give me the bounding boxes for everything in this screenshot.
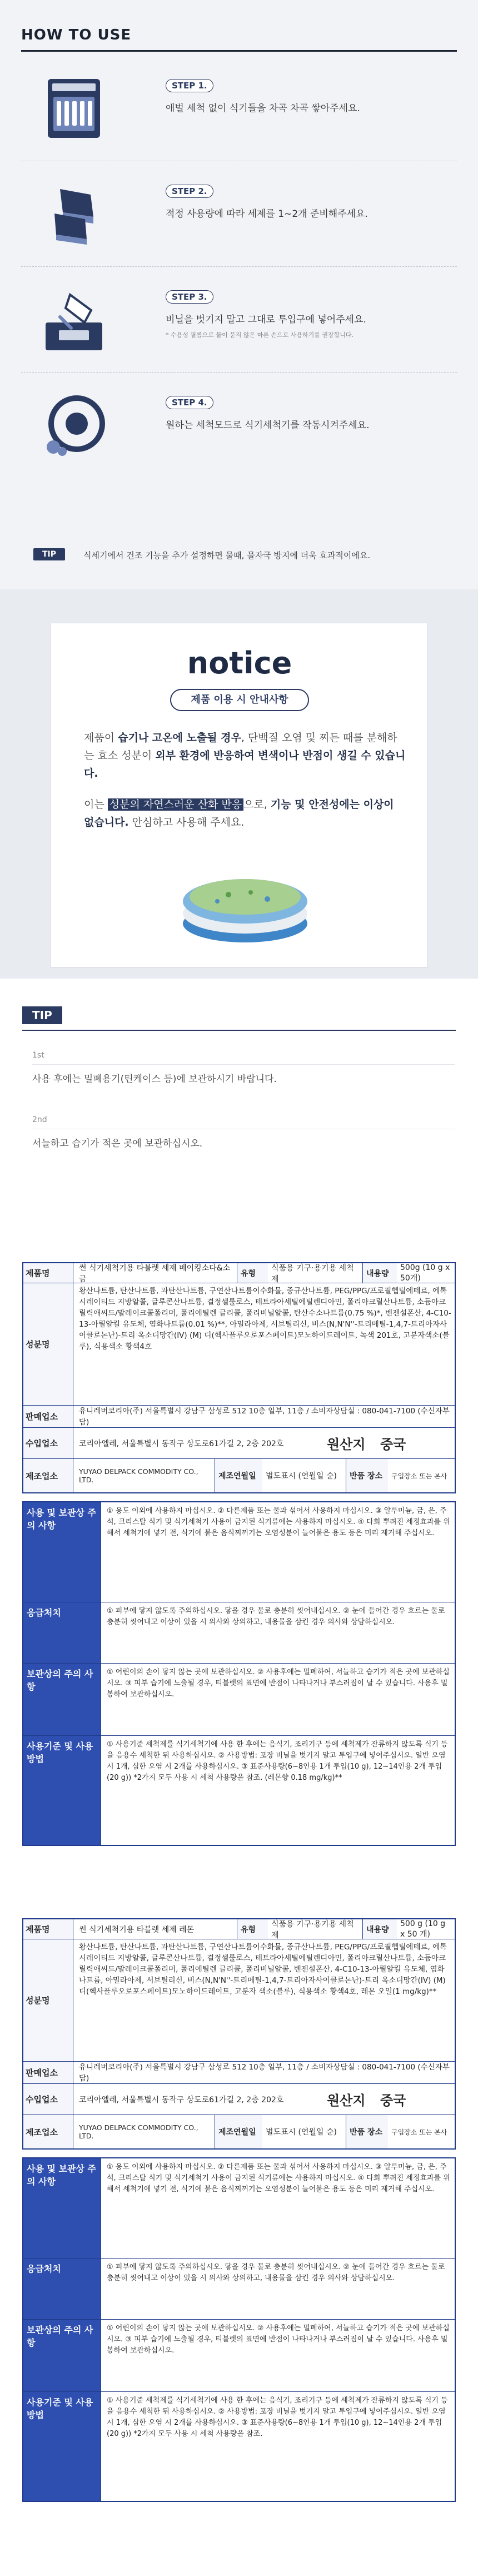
info-block bbox=[22, 1262, 456, 1493]
origin-label: 원산지 bbox=[327, 2093, 366, 2108]
standard-value: ① 사용기준 세척제를 식기세척기에 사용 한 후에는 음식기, 조리기구 등에 세척제가 잔류하지 않도록 식기 등을 음용수 세척한 뒤 사용하십시오. ② 사용방법: 포장 비닐을 벗기지 말고 투입구에 넣어주십시오. 일반 오염 시 1개, 심한 오염 시 2개를 사용하십시오. ③ 표준사용량(6~8인용 1개 투입(10 g), 12~14인용 2개 투입(20 g)) *2가지 모두 사용 시 세척 사용량을 참조. (레몬향 0.18 mg/kg)** bbox=[107, 1740, 448, 1782]
storage-label: 반품 장소 bbox=[346, 2115, 388, 2148]
caution-head: 사용 및 보관상 주의 사항 bbox=[23, 1502, 101, 1602]
tip-rule bbox=[22, 1030, 456, 1031]
date-value: 별도표시 (연월일 순) bbox=[266, 1472, 337, 1481]
standard-value: ① 사용기준 세척제를 식기세척기에 사용 한 후에는 음식기, 조리기구 등에 세척제가 잔류하지 않도록 식기 등을 음용수 세척한 뒤 사용하십시오. ② 사용방법: 포장 비닐을 벗기지 말고 투입구에 넣어주십시오. 일반 오염 시 1개, 심한 오염 시 2개를 사용하십시오. ③ 표준사용량(6~8인용 1개 투입(10 g), 12~14인용 2개 투입(20 g)) *2가지 모두 사용 시 세척 사용량을 참조. bbox=[107, 2396, 448, 2438]
hand-insert-icon bbox=[38, 284, 110, 356]
capacity-label: 내용량 bbox=[362, 1263, 397, 1283]
notice-pill: 제품 이용 시 안내사항 bbox=[170, 689, 309, 711]
label-table-2 bbox=[22, 1907, 456, 2524]
importer-value: 코리아엘레, 서울특별시 동작구 상도로61가길 2, 2층 202호 bbox=[79, 1439, 284, 1448]
step-4-text: 원하는 세척모드로 식기세척기를 작동시켜주세요. bbox=[166, 420, 370, 431]
row-ingredients bbox=[23, 1939, 455, 2062]
tablet-photo bbox=[178, 862, 312, 946]
row-first-aid bbox=[23, 1602, 455, 1664]
row-product bbox=[23, 1263, 455, 1283]
capacity-label: 내용량 bbox=[362, 1919, 397, 1939]
tip-line-1 bbox=[32, 1064, 455, 1065]
step-2-tag: STEP 2. bbox=[166, 185, 213, 198]
row-caution-storage bbox=[23, 1502, 455, 1602]
notice-heading: notice bbox=[187, 646, 292, 681]
row-product bbox=[23, 1919, 455, 1939]
importer-value: 코리아엘레, 서울특별시 동작구 상도로61가길 2, 2층 202호 bbox=[79, 2095, 284, 2105]
notice-paragraph-1: 제품이 습기나 고온에 노출될 경우, 단백질 오염 및 찌든 때를 분해하는 효소 성분이 외부 환경에 반응하여 변색이나 반점이 생길 수 있습니다. bbox=[84, 732, 406, 780]
product-value: 썬 식기세척기용 타블렛 세제 레몬 bbox=[79, 1925, 195, 1934]
label-head: 수입업소 bbox=[23, 1428, 73, 1458]
step-2 bbox=[21, 167, 457, 267]
label-head: 성분명 bbox=[23, 1283, 73, 1405]
step-1 bbox=[21, 61, 457, 161]
step-divider bbox=[21, 372, 457, 373]
label-head: 수입업소 bbox=[23, 2084, 73, 2115]
step-4 bbox=[21, 378, 457, 478]
tip-num-1: 1st bbox=[32, 1051, 44, 1060]
seller-value: 유니레버코리아(주) 서울특별시 강남구 삼성로 512 10층 일부, 11층 / 소비자상담실 : 080-041-7100 (수신자부담) bbox=[79, 1406, 450, 1427]
first-aid-head: 응급처치 bbox=[23, 2259, 101, 2319]
caution-block bbox=[22, 1501, 456, 1846]
title-rule bbox=[21, 50, 457, 52]
step-2-text: 적정 사용량에 따라 세제를 1~2개 준비해주세요. bbox=[166, 209, 368, 220]
label-head: 제품명 bbox=[23, 1919, 73, 1939]
caution-head: 사용 및 보관상 주의 사항 bbox=[23, 2158, 101, 2258]
row-manufacturer bbox=[23, 2115, 455, 2148]
tip-text-2: 서늘하고 습기가 적은 곳에 보관하십시오. bbox=[32, 1138, 203, 1149]
step-3-note: * 수용성 필름으로 물이 묻지 않은 마른 손으로 사용하기를 권장합니다. bbox=[166, 331, 353, 339]
storage-label: 반품 장소 bbox=[346, 1459, 388, 1492]
row-child bbox=[23, 2320, 455, 2392]
tip-num-2: 2nd bbox=[32, 1115, 47, 1124]
dishwasher-icon bbox=[38, 72, 110, 145]
how-to-tip-bar bbox=[33, 545, 456, 567]
label-head: 성분명 bbox=[23, 1939, 73, 2061]
label-head: 제조업소 bbox=[23, 2115, 73, 2148]
first-aid-value: ① 피부에 닿지 않도록 주의하십시오. 닿을 경우 물로 충분히 씻어내십시오. ② 눈에 들어간 경우 흐르는 물로 충분히 씻어내고 이상이 있을 시 의사와 상의하고, 내용물을 삼킨 경우 의사와 상담하십시오. bbox=[107, 2263, 445, 2282]
caution-value: ① 용도 이외에 사용하지 마십시오. ② 다른제품 또는 물과 섞어서 사용하지 마십시오. ③ 알루미늄, 금, 은, 주석, 크리스탈 식기 및 식기세척기 사용이 금지된 식기류에는 사용하지 마십시오. ④ 다회 뿌려진 세정효과를 위해서 세척기에 넣기 전, 식기에 붙은 음식찌꺼기는 오염성분이 늘어붙은 용도 등은 미리 제거해 주십시오. bbox=[107, 2163, 450, 2193]
label-head: 판매업소 bbox=[23, 1406, 73, 1427]
row-standard bbox=[23, 1736, 455, 1845]
label-head: 판매업소 bbox=[23, 2062, 73, 2083]
step-3 bbox=[21, 272, 457, 373]
type-label: 유형 bbox=[237, 1263, 268, 1283]
standard-head: 사용기준 및 사용 방법 bbox=[23, 1736, 101, 1845]
step-3-text: 비닐을 벗기지 말고 그대로 투입구에 넣어주세요. bbox=[166, 314, 366, 325]
wash-dial-icon bbox=[38, 389, 110, 461]
detergent-tablets-icon bbox=[38, 178, 110, 250]
label-head: 제조업소 bbox=[23, 1459, 73, 1492]
row-standard bbox=[23, 2392, 455, 2501]
first-aid-head: 응급처치 bbox=[23, 1602, 101, 1663]
label-head: 제품명 bbox=[23, 1263, 73, 1283]
child-value: ① 어린이의 손이 닿지 않는 곳에 보관하십시오. ② 사용후에는 밀폐하여, 서늘하고 습기가 적은 곳에 보관하십시오. ③ 피부 습기에 노출될 경우, 티블렛의 표면에 반점이 나타나거나 부스러짐이 날 수 있습니다. 사용후 밀봉하여 보관하십시오. bbox=[107, 1668, 450, 1699]
row-seller bbox=[23, 2062, 455, 2084]
date-value: 별도표시 (연월일 순) bbox=[266, 2128, 337, 2137]
manufacturer-value: YUYAO DELPACK COMMODITY CO., LTD. bbox=[79, 2123, 198, 2140]
origin-label: 원산지 bbox=[327, 1437, 366, 1452]
tip-badge: TIP bbox=[33, 548, 65, 560]
label-table-1 bbox=[22, 1251, 456, 1868]
origin-value: 중국 bbox=[380, 2093, 406, 2108]
row-importer bbox=[23, 1428, 455, 1459]
caution-block bbox=[22, 2157, 456, 2502]
origin-value: 중국 bbox=[380, 1437, 406, 1452]
tip-section bbox=[0, 979, 478, 1245]
info-block bbox=[22, 1918, 456, 2150]
type-label: 유형 bbox=[237, 1919, 268, 1939]
type-value: 식품용 기구·용기용 세척제 bbox=[271, 1263, 354, 1284]
row-seller bbox=[23, 1406, 455, 1428]
row-caution-storage bbox=[23, 2158, 455, 2259]
capacity-value: 500g (10 g x 50개) bbox=[400, 1263, 450, 1283]
manufacturer-value: YUYAO DELPACK COMMODITY CO., LTD. bbox=[79, 1467, 198, 1484]
date-label: 제조연월일 bbox=[215, 1459, 262, 1492]
step-divider bbox=[21, 266, 457, 267]
ingredients-value: 황산나트륨, 탄산나트륨, 과탄산나트륨, 구연산나트륨이수화물, 중규산나트륨, PEG/PPG/프로필헵틸에테르, 에톡시레이티드 지방알콜, 글루콘산나트륨, 결정셀룰로스, 테트라아세틸에틸렌디아민, 폴리아크릴산나트륨, 소듐아크릴릭애씨드/말레이크콜폴리머, 폴리에틸렌 글리콜, 폴리비닐알콜, 탄산수소나트륨(0.75 %)*, 벤젠설폰산, 4-C10-13-아릴알킬 유도체, 염화나트륨(0.01 %)**, 아밀라아제, 서브틸리신, 비스(N,N'N''-트리메틸-1,4,7-트리아자사이클로논난)-트리 옥소디망간(IV) (M) 디(헥사플루오로포스페이트)모노하이드레이트, 녹색 201호, 고분자색소(블루), 식용색소 황색4호 bbox=[79, 1287, 451, 1351]
storage-value: 구입장소 또는 본사 bbox=[391, 1472, 447, 1480]
row-ingredients bbox=[23, 1283, 455, 1406]
tip-text-1: 사용 후에는 밀폐용기(틴케이스 등)에 보관하시기 바랍니다. bbox=[32, 1074, 277, 1085]
notice-section bbox=[0, 589, 478, 979]
child-head: 보관상의 주의 사항 bbox=[23, 1664, 101, 1735]
notice-card bbox=[50, 623, 428, 967]
child-value: ① 어린이의 손이 닿지 않는 곳에 보관하십시오. ② 사용후에는 밀폐하여, 서늘하고 습기가 적은 곳에 보관하십시오. ③ 피부 습기에 노출될 경우, 티블렛의 표면에 반점이 나타나거나 부스러짐이 날 수 있습니다. 사용후 밀봉하여 보관하십시오. bbox=[107, 2324, 450, 2355]
product-value: 썬 식기세척기용 타블렛 세제 베이킹소다&소금 bbox=[79, 1263, 231, 1284]
standard-head: 사용기준 및 사용 방법 bbox=[23, 2392, 101, 2501]
step-1-tag: STEP 1. bbox=[166, 79, 213, 92]
date-label: 제조연월일 bbox=[215, 2115, 262, 2148]
first-aid-value: ① 피부에 닿지 않도록 주의하십시오. 닿을 경우 물로 충분히 씻어내십시오. ② 눈에 들어간 경우 흐르는 물로 충분히 씻어내고 이상이 있을 시 의사와 상의하고, 내용물을 삼킨 경우 의사와 상담하십시오. bbox=[107, 1607, 445, 1626]
step-3-tag: STEP 3. bbox=[166, 290, 213, 304]
ingredients-value: 황산나트륨, 탄산나트륨, 과탄산나트륨, 구연산나트륨이수화물, 중규산나트륨, PEG/PPG/프로필헵틸에테르, 에톡시레이티드 지방알콜, 글루콘산나트륨, 결정셀룰로스, 테트라아세틸에틸렌디아민, 폴리아크릴산나트륨, 소듐아크릴릭애씨드/말레이크콜폴리머, 폴리에틸렌 글리콜, 폴리비닐알콜, 벤젠설폰산, 4-C10-13-아릴알킬 유도체, 염화나트륨, 아밀라아제, 서브틸리신, 비스(N,N'N''-트리메틸-1,4,7-트리아자사이클로논난)-트리 옥소디망간(IV) (M) 디(헥사플루오로포스페이트)모노하이드레이트, 고분자 색소(블루), 식용색소 황색4호, 레몬 오일(1 mg/kg)** bbox=[79, 1943, 447, 1996]
row-first-aid bbox=[23, 2259, 455, 2320]
caution-value: ① 용도 이외에 사용하지 마십시오. ② 다른제품 또는 물과 섞어서 사용하지 마십시오. ③ 알루미늄, 금, 은, 주석, 크리스탈 식기 및 식기세척기 사용이 금지된 식기류에는 사용하지 마십시오. ④ 다회 뿌려진 세정효과를 위해서 세척기에 넣기 전, 식기에 붙은 음식찌꺼기는 오염성분이 늘어붙은 용도 등은 미리 제거해 주십시오. bbox=[107, 1507, 450, 1537]
step-1-text: 애벌 세척 없이 식기들을 차곡 차곡 쌓아주세요. bbox=[166, 103, 360, 114]
row-manufacturer bbox=[23, 1459, 455, 1492]
storage-value: 구입장소 또는 본사 bbox=[391, 2128, 447, 2136]
how-to-use-title: HOW TO USE bbox=[21, 27, 132, 43]
step-4-tag: STEP 4. bbox=[166, 396, 213, 409]
child-head: 보관상의 주의 사항 bbox=[23, 2320, 101, 2391]
tip-section-badge: TIP bbox=[22, 1006, 62, 1024]
type-value: 식품용 기구·용기용 세척제 bbox=[271, 1919, 354, 1940]
how-to-use-section bbox=[0, 0, 478, 589]
capacity-value: 500 g (10 g x 50 개) bbox=[400, 1919, 446, 1939]
tip-text: 식세기에서 건조 기능을 추가 설정하면 물때, 물자국 방지에 더욱 효과적이에요. bbox=[83, 550, 371, 560]
row-child bbox=[23, 1664, 455, 1736]
notice-paragraph-2: 이는 성분의 자연스러운 산화 반응 으로, 기능 및 안전성에는 이상이 없습니다. 안심하고 사용해 주세요. bbox=[84, 798, 394, 828]
row-importer bbox=[23, 2084, 455, 2115]
seller-value: 유니레버코리아(주) 서울특별시 강남구 삼성로 512 10층 일부, 11층 / 소비자상담실 : 080-041-7100 (수신자부담) bbox=[79, 2062, 450, 2083]
